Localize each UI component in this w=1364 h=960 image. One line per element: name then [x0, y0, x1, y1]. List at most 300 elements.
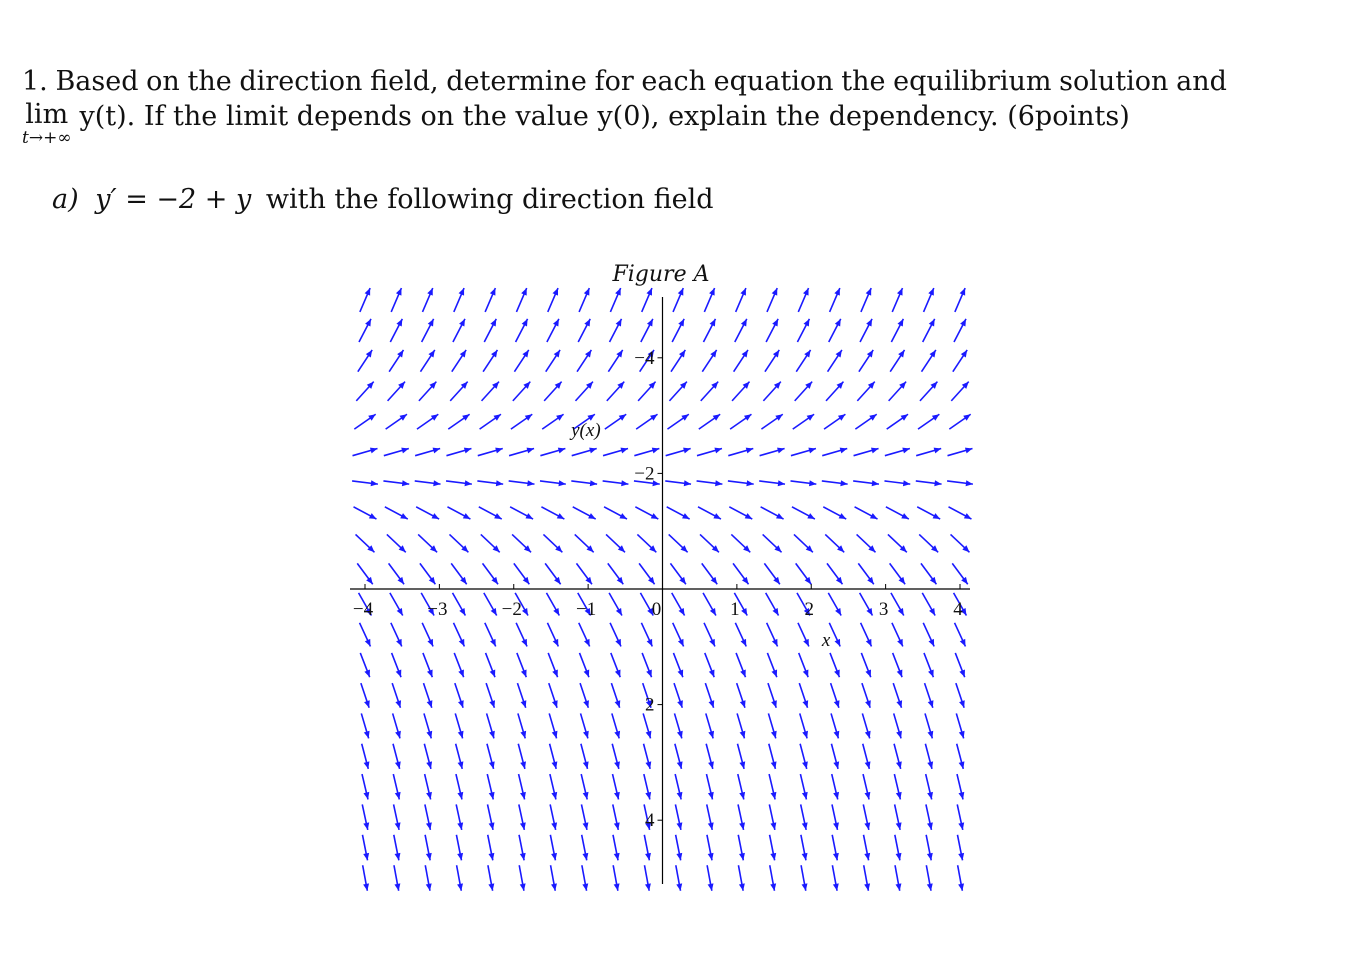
direction-arrow [550, 774, 557, 799]
direction-arrow [636, 414, 657, 429]
direction-arrow [352, 480, 378, 486]
direction-arrow [800, 744, 808, 769]
x-tick-label: 1 [730, 599, 740, 620]
direction-arrow [609, 593, 622, 616]
direction-arrow [605, 414, 626, 429]
direction-arrow [579, 288, 589, 312]
direction-arrow [415, 448, 440, 456]
direction-arrow [579, 623, 590, 647]
direction-arrow [760, 448, 785, 456]
direction-arrow [576, 563, 591, 584]
direction-arrow [926, 804, 933, 829]
direction-arrow [887, 414, 908, 429]
direction-arrow [548, 288, 558, 312]
direction-arrow [952, 563, 967, 584]
direction-arrow [831, 713, 839, 738]
direction-arrow [384, 448, 409, 456]
direction-arrow [455, 683, 464, 708]
direction-arrow [580, 683, 589, 708]
direction-arrow [832, 774, 839, 799]
direction-arrow [729, 507, 752, 519]
y-tick-label: 4 [645, 810, 655, 832]
y-tick-label: 2 [645, 694, 655, 716]
direction-arrow [737, 683, 746, 708]
part-a-label: a) [52, 184, 79, 215]
direction-arrow [642, 653, 652, 677]
direction-arrow [766, 319, 778, 342]
direction-arrow [488, 804, 495, 829]
direction-arrow [390, 319, 402, 342]
direction-arrow [916, 448, 941, 456]
direction-arrow [634, 448, 659, 456]
problem-word: 1. [22, 66, 48, 97]
direction-arrow [828, 350, 842, 372]
direction-arrow [703, 319, 715, 342]
direction-arrow [919, 534, 938, 552]
direction-arrow [485, 288, 495, 312]
direction-arrow [767, 653, 777, 677]
direction-arrow [673, 653, 683, 677]
direction-arrow [767, 623, 778, 647]
direction-arrow [706, 774, 713, 799]
direction-arrow [518, 713, 526, 738]
direction-arrow [487, 774, 494, 799]
problem-word: the [841, 66, 886, 97]
direction-arrow [832, 865, 838, 891]
direction-arrow [486, 683, 495, 708]
problem-word: solution [1059, 66, 1169, 97]
direction-arrow [889, 382, 906, 401]
direction-arrow [665, 480, 691, 486]
part-a-text: with the following direction field [265, 184, 714, 215]
direction-arrow [706, 713, 714, 738]
x-tick-label: 0 [651, 599, 662, 620]
direction-arrow [770, 865, 776, 891]
direction-arrow [766, 593, 779, 616]
direction-arrow [854, 448, 879, 456]
direction-arrow [516, 288, 526, 312]
direction-arrow [764, 563, 779, 584]
direction-arrow [549, 713, 557, 738]
direction-arrow [546, 593, 559, 616]
direction-arrow [947, 480, 973, 486]
direction-arrow [519, 835, 526, 861]
direction-arrow [791, 448, 816, 456]
direction-arrow [825, 534, 844, 552]
direction-arrow [791, 480, 817, 486]
direction-arrow [885, 448, 910, 456]
direction-arrow [422, 319, 434, 342]
direction-arrow [925, 683, 934, 708]
direction-arrow [388, 382, 405, 401]
direction-arrow [861, 288, 871, 312]
direction-arrow [513, 382, 530, 401]
direction-arrow [956, 683, 965, 708]
direction-arrow [362, 774, 369, 799]
direction-arrow [454, 623, 465, 647]
direction-arrow [890, 350, 904, 372]
direction-arrow [926, 774, 933, 799]
direction-arrow [925, 744, 933, 769]
direction-arrow [862, 683, 871, 708]
direction-arrow [953, 350, 967, 372]
direction-arrow [735, 623, 746, 647]
direction-arrow [922, 593, 935, 616]
direction-arrow [457, 865, 463, 891]
direction-arrow [606, 534, 625, 552]
direction-arrow [362, 835, 369, 861]
direction-arrow [829, 319, 841, 342]
direction-arrow [611, 683, 620, 708]
direction-arrow [676, 865, 682, 891]
direction-arrow [452, 350, 466, 372]
direction-arrow [425, 804, 432, 829]
direction-arrow [728, 448, 753, 456]
direction-arrow [360, 623, 371, 647]
direction-arrow [425, 865, 431, 891]
direction-arrow [738, 865, 744, 891]
direction-arrow [796, 350, 810, 372]
direction-arrow [392, 653, 402, 677]
direction-arrow [488, 835, 495, 861]
problem-word: each [641, 66, 706, 97]
direction-arrow [387, 534, 406, 552]
direction-arrow [456, 774, 463, 799]
direction-arrow [577, 350, 591, 372]
direction-arrow [769, 744, 777, 769]
direction-arrow [360, 653, 370, 677]
direction-arrow [514, 563, 529, 584]
direction-arrow [831, 744, 839, 769]
direction-arrow [581, 713, 589, 738]
direction-arrow [483, 563, 498, 584]
direction-arrow [705, 683, 714, 708]
direction-arrow [482, 382, 499, 401]
direction-arrow [955, 623, 966, 647]
direction-arrow [759, 480, 785, 486]
direction-arrow [860, 593, 873, 616]
direction-arrow [703, 593, 716, 616]
direction-arrow [393, 744, 401, 769]
direction-arrow [700, 534, 719, 552]
direction-arrow [731, 534, 750, 552]
y-axis-title: y(x) [571, 419, 601, 441]
direction-arrow [768, 683, 777, 708]
direction-arrow [893, 653, 903, 677]
direction-arrow [829, 623, 840, 647]
direction-arrow [644, 744, 652, 769]
direction-arrow [957, 804, 964, 829]
direction-arrow [389, 563, 404, 584]
direction-arrow [354, 507, 377, 519]
direction-arrow [581, 774, 588, 799]
direction-arrow [423, 288, 433, 312]
direction-arrow [768, 713, 776, 738]
direction-arrow [516, 623, 527, 647]
direction-arrow [519, 865, 525, 891]
direction-arrow [613, 835, 620, 861]
direction-arrow [420, 563, 435, 584]
direction-arrow [734, 350, 748, 372]
direction-arrow [580, 653, 590, 677]
direction-arrow [603, 480, 629, 486]
direction-arrow [479, 507, 502, 519]
direction-arrow [518, 744, 526, 769]
direction-arrow [861, 623, 872, 647]
direction-arrow [642, 288, 652, 312]
direction-arrow [864, 865, 870, 891]
direction-arrow [477, 480, 503, 486]
direction-arrow [385, 507, 408, 519]
direction-arrow [948, 448, 973, 456]
direction-arrow [424, 744, 432, 769]
direction-arrow [581, 804, 588, 829]
direction-arrow [416, 507, 439, 519]
direction-arrow [360, 288, 370, 312]
direction-arrow [924, 288, 934, 312]
direction-arrow [550, 835, 557, 861]
direction-arrow [735, 319, 747, 342]
direction-arrow [801, 865, 807, 891]
direction-arrow [454, 653, 464, 677]
direction-arrow [824, 414, 845, 429]
direction-arrow [386, 414, 407, 429]
direction-arrow [892, 623, 903, 647]
direction-arrow [861, 653, 871, 677]
direction-arrow [363, 865, 369, 891]
direction-arrow [424, 683, 433, 708]
direction-arrow [669, 382, 686, 401]
direction-arrow [604, 507, 627, 519]
direction-arrow [737, 744, 745, 769]
direction-arrow [582, 835, 589, 861]
direction-arrow [864, 835, 871, 861]
direction-arrow [362, 744, 370, 769]
direction-arrow [702, 350, 716, 372]
direction-arrow [361, 683, 370, 708]
direction-arrow [675, 804, 682, 829]
direction-arrow [826, 382, 843, 401]
direction-arrow [456, 835, 463, 861]
direction-arrow [926, 835, 933, 861]
direction-arrow [704, 623, 715, 647]
direction-arrow [801, 835, 808, 861]
direction-arrow [573, 507, 596, 519]
direction-arrow [483, 350, 497, 372]
direction-arrow [707, 865, 713, 891]
direction-arrow [862, 713, 870, 738]
direction-arrow [607, 382, 624, 401]
direction-arrow [611, 653, 621, 677]
direction-arrow [610, 288, 620, 312]
direction-arrow [446, 448, 471, 456]
direction-arrow [393, 774, 400, 799]
direction-arrow [644, 865, 650, 891]
direction-arrow [488, 865, 494, 891]
direction-arrow [765, 350, 779, 372]
direction-arrow [701, 382, 718, 401]
direction-arrow [853, 480, 879, 486]
direction-arrow [697, 480, 723, 486]
direction-arrow [608, 350, 622, 372]
direction-arrow [800, 774, 807, 799]
direction-arrow [551, 865, 557, 891]
direction-arrow [916, 480, 942, 486]
direction-arrow [673, 288, 683, 312]
problem-word: and [1176, 66, 1227, 97]
problem-line-2-text: y(t). If the limit depends on the value y(0), explain the dependency. (6points) [79, 101, 1130, 132]
direction-arrow [486, 653, 496, 677]
direction-arrow [707, 835, 714, 861]
direction-arrow [517, 683, 526, 708]
direction-arrow [767, 288, 777, 312]
direction-arrow [540, 480, 566, 486]
direction-arrow [832, 804, 839, 829]
direction-arrow [674, 713, 682, 738]
direction-arrow [550, 804, 557, 829]
direction-arrow [799, 683, 808, 708]
direction-arrow [926, 865, 932, 891]
direction-arrow [446, 480, 472, 486]
direction-arrow [793, 414, 814, 429]
direction-arrow [949, 414, 970, 429]
direction-arrow [453, 593, 466, 616]
direction-arrow [517, 653, 527, 677]
direction-arrow [511, 414, 532, 429]
direction-arrow [667, 507, 690, 519]
direction-arrow [487, 713, 495, 738]
problem-word: on [146, 66, 180, 97]
direction-arrow [637, 534, 656, 552]
x-tick-label: −1 [576, 599, 597, 620]
direction-arrow [798, 288, 808, 312]
direction-arrow [888, 534, 907, 552]
direction-arrow [761, 507, 784, 519]
direction-arrow [545, 563, 560, 584]
direction-arrow [951, 382, 968, 401]
direction-arrow [891, 593, 904, 616]
direction-arrow [362, 804, 369, 829]
direction-arrow [732, 382, 749, 401]
direction-arrow [547, 623, 558, 647]
direction-arrow [390, 593, 403, 616]
direction-arrow [672, 593, 685, 616]
direction-arrow [575, 534, 594, 552]
direction-arrow [546, 350, 560, 372]
direction-arrow [673, 623, 684, 647]
direction-arrow [699, 414, 720, 429]
direction-arrow [891, 319, 903, 342]
direction-arrow [792, 507, 815, 519]
x-tick-label: −3 [427, 599, 448, 620]
direction-arrow [644, 774, 651, 799]
problem-word: equation [713, 66, 834, 97]
direction-arrow [794, 534, 813, 552]
direction-arrow [455, 713, 463, 738]
direction-arrow [822, 480, 848, 486]
direction-arrow [356, 382, 373, 401]
direction-arrow [575, 382, 592, 401]
direction-arrow [456, 804, 463, 829]
direction-arrow [857, 534, 876, 552]
direction-arrow [707, 804, 714, 829]
direction-arrow [394, 865, 400, 891]
direction-arrow [769, 774, 776, 799]
direction-arrow [895, 804, 902, 829]
direction-arrow [610, 319, 622, 342]
problem-word: direction [239, 66, 363, 97]
direction-arrow [763, 534, 782, 552]
direction-arrow [925, 713, 933, 738]
direction-arrow [736, 653, 746, 677]
y-tick-label: −2 [634, 463, 655, 485]
problem-word: for [594, 66, 634, 97]
direction-arrow [393, 713, 401, 738]
direction-arrow [736, 288, 746, 312]
direction-arrow [831, 683, 840, 708]
direction-arrow [394, 835, 401, 861]
x-tick-label: −4 [352, 599, 374, 620]
direction-arrow [480, 414, 501, 429]
direction-arrow [510, 507, 533, 519]
direction-arrow [676, 835, 683, 861]
limit-operator: lim [25, 99, 69, 130]
direction-arrow [418, 534, 437, 552]
direction-arrow [671, 350, 685, 372]
direction-arrow [420, 350, 434, 372]
direction-arrow [954, 319, 966, 342]
direction-arrow [894, 774, 901, 799]
direction-arrow [670, 563, 685, 584]
direction-arrow [949, 507, 972, 519]
x-tick-label: −2 [501, 599, 522, 620]
direction-arrow [643, 713, 651, 738]
direction-arrow [392, 683, 401, 708]
direction-arrow [955, 653, 965, 677]
direction-arrow [547, 319, 559, 342]
direction-arrow [830, 653, 840, 677]
direction-arrow [361, 713, 369, 738]
direction-arrow [425, 835, 432, 861]
direction-arrow [516, 319, 528, 342]
direction-arrow [424, 713, 432, 738]
direction-arrow [763, 382, 780, 401]
direction-arrow [863, 774, 870, 799]
direction-arrow [918, 414, 939, 429]
direction-arrow [884, 480, 910, 486]
direction-arrow [957, 744, 965, 769]
direction-arrow [733, 563, 748, 584]
direction-arrow [612, 713, 620, 738]
direction-arrow [667, 414, 688, 429]
direction-arrow [383, 480, 409, 486]
direction-arrow [922, 350, 936, 372]
direction-arrow [957, 835, 964, 861]
direction-arrow [581, 744, 589, 769]
direction-arrow [641, 623, 652, 647]
direction-arrow [449, 534, 468, 552]
direction-arrow [705, 653, 715, 677]
direction-arrow [855, 507, 878, 519]
direction-arrow [795, 382, 812, 401]
problem-word: equilibrium [893, 66, 1052, 97]
direction-arrow [855, 414, 876, 429]
direction-arrow [394, 804, 401, 829]
direction-arrow [886, 507, 909, 519]
direction-arrow [417, 414, 438, 429]
direction-arrow [893, 683, 902, 708]
direction-arrow [822, 448, 847, 456]
